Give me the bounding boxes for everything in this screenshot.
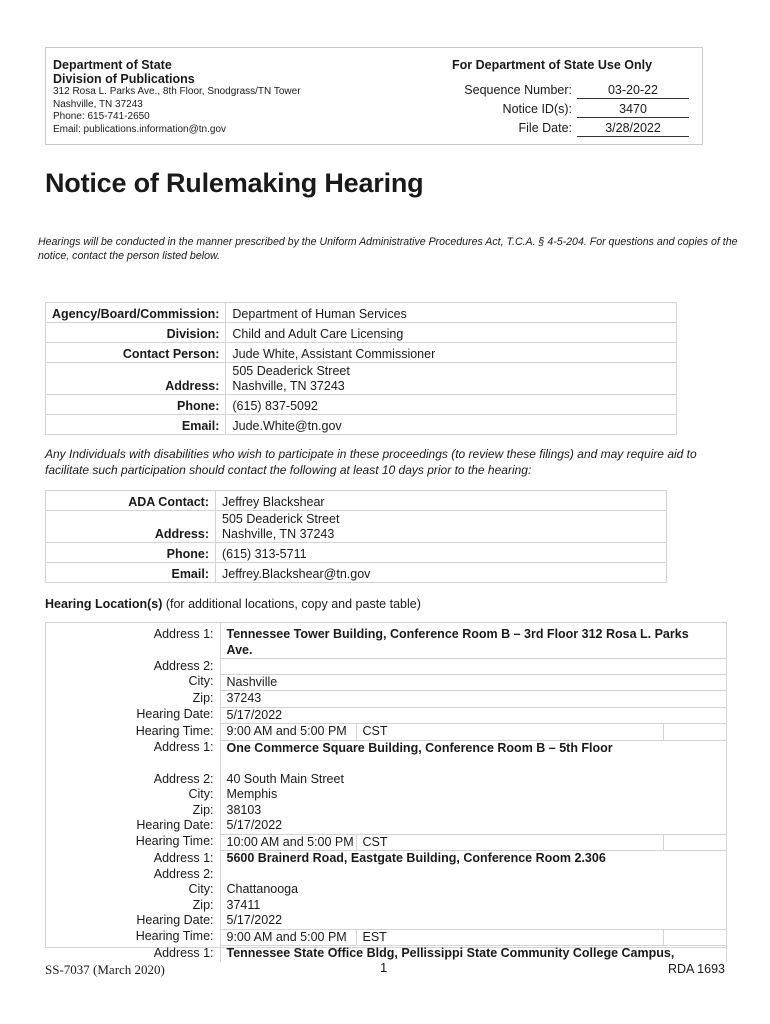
location-1-date: 5/17/2022	[220, 707, 727, 724]
locations-heading	[45, 597, 421, 611]
sequence-number-label: Sequence Number:	[464, 83, 572, 97]
location-1-date-row	[45, 707, 727, 724]
location-2-city: Memphis	[220, 787, 727, 803]
department-email: Email: publications.information@tn.gov	[53, 123, 227, 135]
division-label: Division:	[46, 323, 226, 343]
location-3-address1: 5600 Brainerd Road, Eastgate Building, Conference Room 2.306	[220, 851, 727, 867]
location-3-date-row	[45, 913, 727, 929]
department-info	[53, 58, 383, 136]
agency-label: Agency/Board/Commission:	[46, 303, 226, 323]
location-1-address1-row	[45, 623, 727, 659]
address1-label: Address 1:	[45, 740, 220, 772]
location-2-zip: 38103	[220, 803, 727, 819]
ada-contact-row	[46, 491, 667, 511]
contact-label: Contact Person:	[46, 343, 226, 363]
agency-value: Department of Human Services	[226, 303, 677, 323]
location-3-zone: EST	[357, 930, 664, 946]
division-value: Child and Adult Care Licensing	[226, 323, 677, 343]
notice-id-label: Notice ID(s):	[502, 102, 572, 116]
location-2-zone: CST	[357, 835, 664, 851]
intro-text: Hearings will be conducted in the manner prescribed by the Uniform Administrative Procedures Act, T.C.A. § 4-5-204. For questions and copies of the notice, contact the person listed below.	[38, 236, 738, 262]
email-row	[46, 415, 677, 435]
location-2-address1: One Commerce Square Building, Conference Room B – 5th Floor	[220, 740, 727, 772]
locations-table	[45, 622, 727, 962]
locations-heading-title: Hearing Location(s)	[45, 597, 163, 611]
email-label: Email:	[46, 415, 226, 435]
division-name: Division of Publications	[53, 72, 195, 86]
address2-label: Address 2:	[45, 659, 220, 675]
ada-phone-row	[46, 543, 667, 563]
location-3-city-row	[45, 882, 727, 898]
email-value: Jude.White@tn.gov	[226, 415, 677, 435]
ada-email-row	[46, 563, 667, 583]
address-line-2: Nashville, TN 37243	[232, 379, 345, 393]
location-1-address1: Tennessee Tower Building, Conference Room B – 3rd Floor 312 Rosa L. Parks Ave.	[220, 623, 727, 659]
hearing-date-label: Hearing Date:	[45, 913, 220, 929]
hearing-time-label: Hearing Time:	[45, 929, 220, 946]
location-3-zip-row	[45, 898, 727, 914]
ada-email-value: Jeffrey.Blackshear@tn.gov	[216, 563, 667, 583]
department-address: 312 Rosa L. Parks Ave., 8th Floor, Snodgrass/TN Tower	[53, 86, 301, 97]
hearing-date-label: Hearing Date:	[45, 818, 220, 834]
sequence-number-value: 03-20-22	[577, 83, 689, 99]
ada-address-value	[216, 511, 667, 543]
phone-label: Phone:	[46, 395, 226, 415]
division-row	[46, 323, 677, 343]
form-number: SS-7037 (March 2020)	[45, 962, 165, 977]
department-city: Nashville, TN 37243	[53, 98, 143, 110]
location-3-city: Chattanooga	[220, 882, 727, 898]
ada-email-label: Email:	[46, 563, 216, 583]
ada-note: Any Individuals with disabilities who wish to participate in these proceedings (to review these filings) and may require aid to facilitate such participation should contact the following at least 10 days prior to the hearing:	[45, 447, 697, 477]
address1-label: Address 1:	[45, 946, 220, 962]
location-3-address2-row	[45, 867, 727, 883]
contact-row	[46, 343, 677, 363]
location-2-time: 10:00 AM and 5:00 PM	[221, 835, 357, 851]
state-use-only-heading: For Department of State Use Only	[452, 58, 653, 72]
location-3-time-row	[45, 929, 727, 946]
location-3-zip: 37411	[220, 898, 727, 914]
hearing-time-label: Hearing Time:	[45, 724, 220, 741]
sequence-number-row	[420, 80, 690, 100]
address1-label: Address 1:	[45, 851, 220, 867]
location-1-zone: CST	[357, 724, 664, 740]
location-2-city-row	[45, 787, 727, 803]
location-1-time-row	[45, 724, 727, 741]
zip-label: Zip:	[45, 803, 220, 819]
location-2-address2-row	[45, 772, 727, 788]
address2-label: Address 2:	[45, 867, 220, 883]
department-phone: Phone: 615-741-2650	[53, 111, 150, 122]
ada-contact-value: Jeffrey Blackshear	[216, 491, 667, 511]
address1-label: Address 1:	[45, 623, 220, 659]
phone-value: (615) 837-5092	[226, 395, 677, 415]
location-2-zip-row	[45, 803, 727, 819]
location-2-address2: 40 South Main Street	[220, 772, 727, 788]
location-1-city: Nashville	[220, 674, 727, 691]
location-3-address1-row	[45, 851, 727, 867]
address-line-1: 505 Deaderick Street	[232, 364, 350, 378]
file-date-row	[420, 118, 690, 138]
file-date-value: 3/28/2022	[577, 121, 689, 137]
location-3-time: 9:00 AM and 5:00 PM	[221, 930, 357, 946]
file-date-label: File Date:	[518, 121, 572, 135]
ada-address-line-1: 505 Deaderick Street	[222, 512, 340, 526]
address-label: Address:	[46, 363, 226, 395]
hearing-time-label: Hearing Time:	[45, 834, 220, 851]
zip-label: Zip:	[45, 691, 220, 708]
rda-number: RDA 1693	[668, 962, 725, 976]
location-4-address1: Tennessee State Office Bldg, Pellissippi State Community College Campus,	[220, 946, 727, 962]
phone-row	[46, 395, 677, 415]
address-row	[46, 363, 677, 395]
location-2-date-row	[45, 818, 727, 834]
ada-table	[45, 490, 667, 583]
location-1-zip-row	[45, 691, 727, 708]
city-label: City:	[45, 882, 220, 898]
ada-address-label: Address:	[46, 511, 216, 543]
ada-address-line-2: Nashville, TN 37243	[222, 527, 335, 541]
address2-label: Address 2:	[45, 772, 220, 788]
location-3-address2	[220, 867, 727, 883]
notice-id-value: 3470	[577, 102, 689, 118]
ada-phone-value: (615) 313-5711	[216, 543, 667, 563]
location-2-time-row	[45, 834, 727, 851]
location-2-address1-row	[45, 740, 727, 772]
location-3-date: 5/17/2022	[220, 913, 727, 929]
agency-table	[45, 302, 677, 435]
address-value	[226, 363, 677, 395]
notice-id-row	[420, 99, 690, 119]
location-1-address2	[220, 659, 727, 675]
department-name: Department of State	[53, 58, 172, 72]
ada-phone-label: Phone:	[46, 543, 216, 563]
location-1-city-row	[45, 674, 727, 691]
page-title: Notice of Rulemaking Hearing	[45, 168, 424, 198]
location-1-zip: 37243	[220, 691, 727, 708]
ada-address-row	[46, 511, 667, 543]
hearing-date-label: Hearing Date:	[45, 707, 220, 724]
contact-value: Jude White, Assistant Commissioner	[226, 343, 677, 363]
city-label: City:	[45, 787, 220, 803]
location-2-date: 5/17/2022	[220, 818, 727, 834]
location-1-address2-row	[45, 659, 727, 675]
ada-contact-label: ADA Contact:	[46, 491, 216, 511]
location-1-time: 9:00 AM and 5:00 PM	[221, 724, 357, 740]
city-label: City:	[45, 674, 220, 691]
page-number: 1	[380, 960, 388, 975]
locations-heading-note: (for additional locations, copy and paste table)	[162, 597, 421, 611]
agency-row	[46, 303, 677, 323]
zip-label: Zip:	[45, 898, 220, 914]
